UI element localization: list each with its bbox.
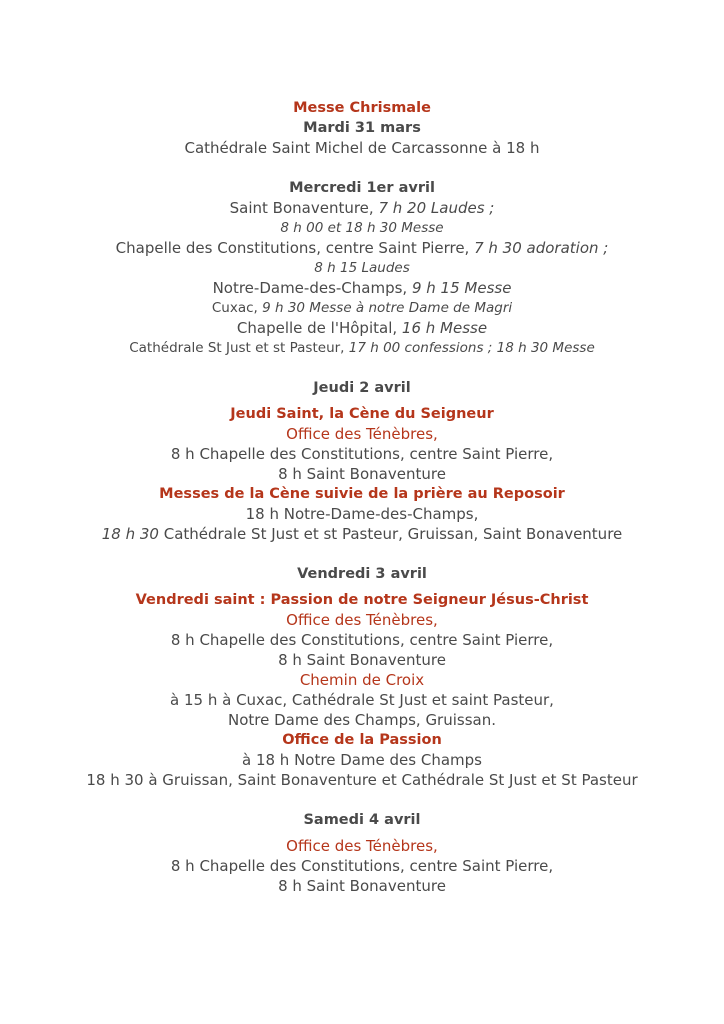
jeudi-tenebres-1: 8 h Chapelle des Constitutions, centre Saint Pierre, [170,445,554,463]
jeudi-tenebres-2: 8 h Saint Bonaventure [278,465,446,483]
samedi-date: Samedi 4 avril [303,812,421,828]
spacer [0,790,724,810]
vendredi-date: Vendredi 3 avril [297,566,427,582]
samedi-tenebres: Office des Ténèbres, [286,837,438,855]
samedi-tenebres-2: 8 h Saint Bonaventure [278,877,446,895]
jeudi-messes-1: 18 h Notre-Dame-des-Champs, [245,505,479,523]
mercredi-place-8: Cathédrale St Just et st Pasteur, [129,340,349,356]
mercredi-time-8: 17 h 00 confessions ; 18 h 30 Messe [348,340,595,356]
samedi-tenebres-1: 8 h Chapelle des Constitutions, centre Saint Pierre, [170,857,554,875]
vendredi-title: Vendredi saint : Passion de notre Seigneur Jésus-Christ [135,592,589,608]
jeudi-date: Jeudi 2 avril [313,380,411,396]
mercredi-line-8 [0,338,724,358]
spacer [0,158,724,178]
vendredi-chemin-1: à 15 h à Cuxac, Cathédrale St Just et saint Pasteur, [170,691,554,709]
mercredi-line-6 [0,298,724,318]
vendredi-passion-1: à 18 h Notre Dame des Champs [241,751,482,769]
mercredi-line-1 [0,198,724,218]
mercredi-time-3: 7 h 30 adoration ; [474,239,609,257]
jeudi-tenebres: Office des Ténèbres, [286,425,438,443]
vendredi-tenebres: Office des Ténèbres, [286,611,438,629]
vendredi-passion-title: Office de la Passion [282,732,442,748]
vendredi-tenebres-2: 8 h Saint Bonaventure [278,651,446,669]
jeudi-messes-time: 18 h 30 [101,525,159,543]
vendredi-passion-2: 18 h 30 à Gruissan, Saint Bonaventure et Cathédrale St Just et St Pasteur [86,771,638,789]
mercredi-time-7: 16 h Messe [401,319,488,337]
mercredi-time-1: 7 h 20 Laudes ; [378,199,495,217]
mercredi-time-5: 9 h 15 Messe [411,279,512,297]
vendredi-tenebres-1: 8 h Chapelle des Constitutions, centre Saint Pierre, [170,631,554,649]
spacer [0,544,724,564]
jeudi-messes-places: Cathédrale St Just et st Pasteur, Gruissan, Saint Bonaventure [158,525,623,543]
jeudi-messes-title: Messes de la Cène suivie de la prière au Reposoir [159,486,565,502]
chrismale-title: Messe Chrismale [293,100,431,116]
vendredi-chemin-title: Chemin de Croix [299,671,425,689]
mercredi-place-6: Cuxac, [211,300,263,316]
mercredi-place-5: Notre-Dame-des-Champs, [212,279,412,297]
vendredi-chemin-2: Notre Dame des Champs, Gruissan. [227,711,496,729]
mercredi-time-6: 9 h 30 Messe à notre Dame de Magri [262,300,513,316]
mercredi-line-3 [0,238,724,258]
mercredi-line-5 [0,278,724,298]
mercredi-line-7 [0,318,724,338]
spacer [0,358,724,378]
mercredi-place-1: Saint Bonaventure, [229,199,379,217]
mercredi-place-3: Chapelle des Constitutions, centre Saint Pierre, [115,239,475,257]
mercredi-date: Mercredi 1er avril [289,180,435,196]
mercredi-line-4: 8 h 15 Laudes [314,260,410,276]
mercredi-place-7: Chapelle de l'Hôpital, [236,319,402,337]
schedule-document [0,98,724,896]
jeudi-messes-2 [0,524,724,544]
mercredi-line-2: 8 h 00 et 18 h 30 Messe [280,220,444,236]
jeudi-title: Jeudi Saint, la Cène du Seigneur [230,406,494,422]
chrismale-location: Cathédrale Saint Michel de Carcassonne à 18 h [184,139,540,157]
chrismale-date: Mardi 31 mars [303,120,421,136]
